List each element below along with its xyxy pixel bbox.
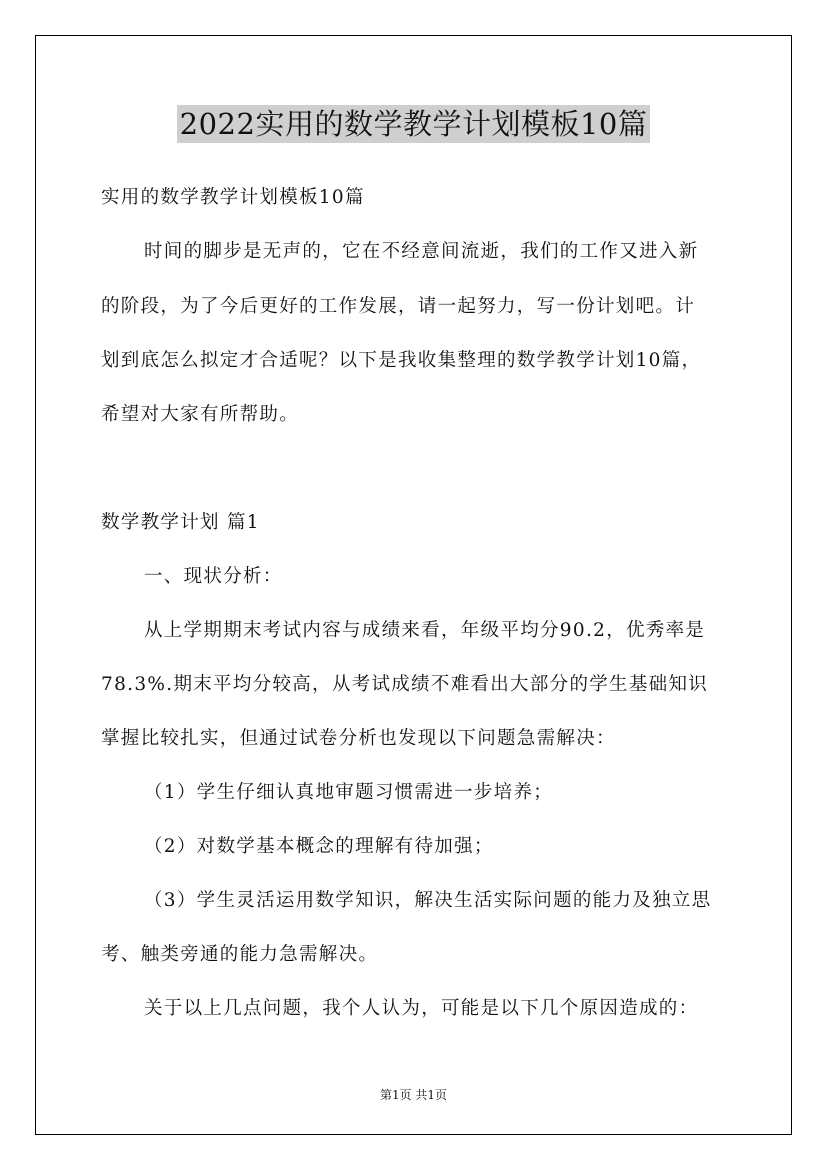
document-title: 2022实用的数学教学计划模板10篇 — [177, 105, 651, 143]
intro-line-4: 希望对大家有所帮助。 — [101, 404, 300, 425]
problem-3-continued: 考、触类旁通的能力急需解决。 — [101, 944, 379, 965]
intro-line-3: 划到底怎么拟定才合适呢？以下是我收集整理的数学教学计划10篇， — [101, 350, 702, 371]
document-subtitle: 实用的数学教学计划模板10篇 — [101, 187, 365, 208]
analysis-line-1: 从上学期期末考试内容与成绩来看，年级平均分90.2，优秀率是 — [144, 620, 706, 641]
problem-1: （1）学生仔细认真地审题习惯需进一步培养； — [144, 782, 554, 803]
conclusion-line: 关于以上几点问题，我个人认为，可能是以下几个原因造成的： — [144, 998, 699, 1019]
intro-line-2: 的阶段，为了今后更好的工作发展，请一起努力，写一份计划吧。计 — [101, 296, 696, 317]
section-heading: 数学教学计划 篇1 — [101, 512, 260, 533]
analysis-heading: 一、现状分析： — [144, 566, 283, 587]
document-title-wrap — [0, 102, 827, 143]
problem-3: （3）学生灵活运用数学知识，解决生活实际问题的能力及独立思 — [144, 890, 712, 911]
analysis-line-2: 78.3%.期末平均分较高，从考试成绩不难看出大部分的学生基础知识 — [101, 674, 709, 695]
intro-line-1: 时间的脚步是无声的，它在不经意间流逝，我们的工作又进入新 — [144, 241, 699, 262]
analysis-line-3: 掌握比较扎实，但通过试卷分析也发现以下问题急需解决： — [101, 728, 616, 749]
page-number: 第1页 共1页 — [379, 1088, 448, 1102]
problem-2: （2）对数学基本概念的理解有待加强； — [144, 836, 494, 857]
